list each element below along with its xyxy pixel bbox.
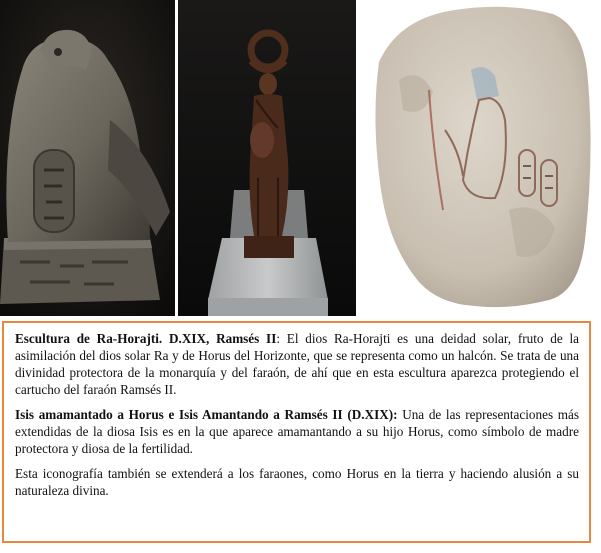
caption-title-ra-horajti: Escultura de Ra-Horajti. D.XIX, Ramsés II xyxy=(15,331,277,346)
caption-paragraph-pharaohs xyxy=(15,465,579,499)
photo-isis-nursing-ramses-ostracon xyxy=(359,0,601,316)
photo-isis-nursing-horus xyxy=(178,0,356,316)
caption-paragraph-isis xyxy=(15,406,579,457)
caption-paragraph-ra-horajti xyxy=(15,330,579,398)
caption-box xyxy=(2,321,591,543)
caption-title-isis: Isis amamantado a Horus e Isis Amantando a Ramsés II (D.XIX): xyxy=(15,407,398,422)
caption-text-ra-horajti: : El dios Ra-Horajti es una deidad solar, fruto de la asimilación del dios solar Ra y de Horus del Horizonte, que se representa como un halcón. Se trata de una divinidad protectora de la monarquía y del faraón, de ahí que en esta escultura aparezca protegiendo el cartucho del faraón Ramsés II. xyxy=(15,331,579,397)
photo-ra-horajti-sculpture xyxy=(0,0,175,316)
caption-text-isis: Una de las representaciones más extendidas de la diosa Isis es en la que aparece amamantando a su hijo Horus, como símbolo de madre protectora y diosa de la fertilidad. xyxy=(15,407,579,456)
caption-text-pharaohs: Esta iconografía también se extenderá a los faraones, como Horus en la tierra y haciendo alusión a su naturaleza divina. xyxy=(15,466,579,498)
